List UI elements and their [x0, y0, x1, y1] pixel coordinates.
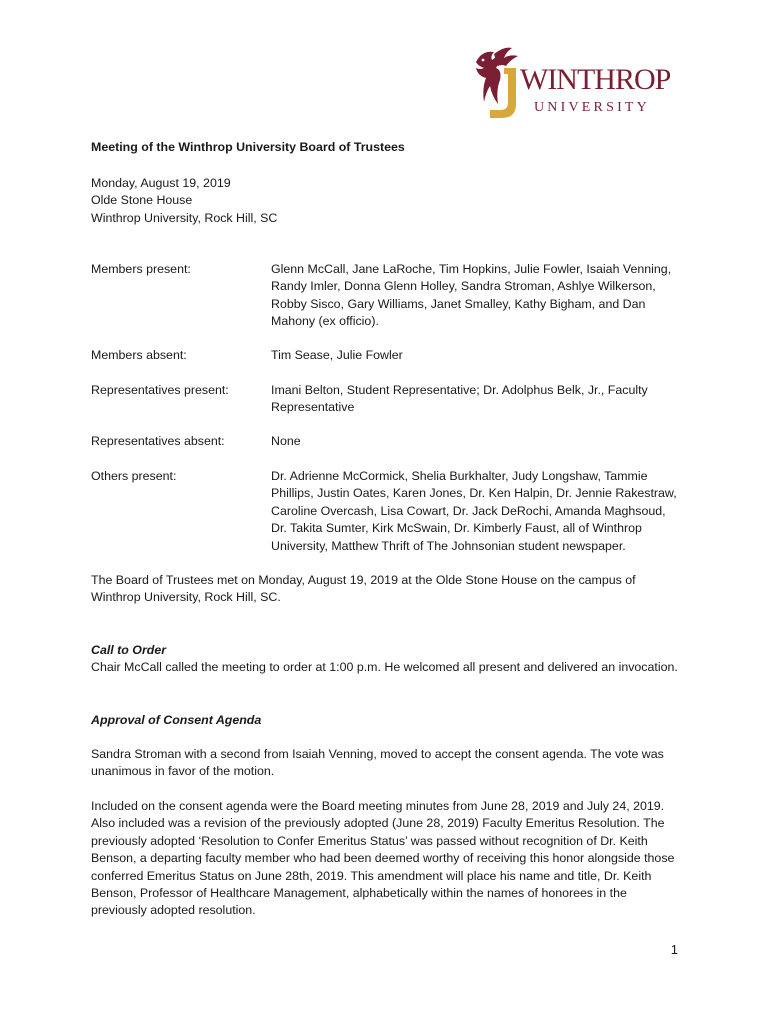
consent-agenda-heading: Approval of Consent Agenda	[91, 713, 262, 727]
call-to-order-heading: Call to Order	[91, 643, 167, 657]
meeting-location: Winthrop University, Rock Hill, SC	[91, 210, 278, 225]
attendance-label: Members absent:	[91, 348, 187, 362]
intro-paragraph: The Board of Trustees met on Monday, August 19, 2019 at the Olde Stone House on the campus of Winthrop University, Rock Hill, SC.	[91, 573, 636, 605]
attendance-label: Representatives present:	[91, 383, 229, 397]
attendance-value: Tim Sease, Julie Fowler	[271, 348, 403, 362]
attendance-value: Imani Belton, Student Representative; Dr. Adolphus Belk, Jr., Faculty Representative	[271, 383, 648, 415]
attendance-value: Dr. Adrienne McCormick, Shelia Burkhalter, Judy Longshaw, Tammie Phillips, Justin Oates, Karen Jones, Dr. Ken Halpin, Dr. Jennie Rakestraw, Caroline Overcash, Lisa Cowart, Dr. Jack DeRochi, Amanda Maghsoud, Dr. Takita Sumter, Kirk McSwain, Dr. Kimberly Faust, all of Winthrop University, Matthew Thrift of The Johnsonian student newspaper.	[271, 469, 677, 553]
attendance-label: Representatives absent:	[91, 434, 225, 448]
attendance-label: Members present:	[91, 262, 191, 276]
attendance-value: None	[271, 434, 301, 448]
logo-subtitle: UNIVERSITY	[534, 100, 650, 115]
meeting-header	[91, 175, 691, 227]
page-number: 1	[670, 942, 678, 957]
winthrop-logo	[468, 46, 683, 124]
attendance-value: Glenn McCall, Jane LaRoche, Tim Hopkins, Julie Fowler, Isaiah Venning, Randy Imler, Donna Glenn Holley, Sandra Stroman, Ashlye Wilkerson, Robby Sisco, Gary Williams, Janet Smalley, Kathy Bigham, and Dan Mahony (ex officio).	[271, 262, 672, 329]
consent-paragraph-2: Included on the consent agenda were the Board meeting minutes from June 28, 2019 and July 24, 2019. Also included was a revision of the previously adopted (June 28, 2019) Faculty Emeritus Resolution. The previously adopted ‘Resolution to Confer Emeritus Status’ was passed without recognition of Dr. Keith Benson, a departing faculty member who had been deemed worthy of receiving this honor alongside those conferred Emeritus Status on June 28th, 2019. This amendment will place his name and title, Dr. Keith Benson, Professor of Healthcare Management, alphabetically within the names of honorees in the previously adopted resolution.	[91, 799, 675, 918]
logo-wordmark: WINTHROP	[520, 63, 671, 96]
meeting-date: Monday, August 19, 2019	[91, 176, 231, 190]
call-to-order-text: Chair McCall called the meeting to order at 1:00 p.m. He welcomed all present and delivered an invocation.	[91, 660, 678, 674]
consent-paragraph-1: Sandra Stroman with a second from Isaiah Venning, moved to accept the consent agenda. The vote was unanimous in favor of the motion.	[91, 747, 664, 779]
attendance-label: Others present:	[91, 469, 177, 483]
eagle-logo-icon	[468, 46, 528, 124]
document-title: Meeting of the Winthrop University Board of Trustees	[91, 140, 405, 154]
meeting-venue: Olde Stone House	[91, 193, 193, 208]
